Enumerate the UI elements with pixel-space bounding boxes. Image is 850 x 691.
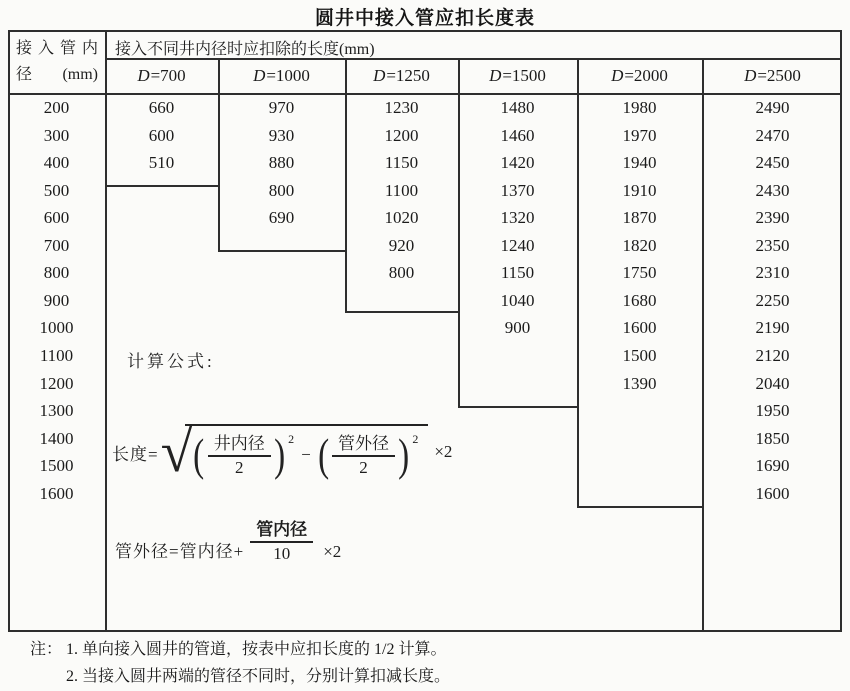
radical-sign-icon: √: [160, 419, 193, 484]
length-formula: [112, 419, 453, 484]
deduction-value-cell: 800: [268, 180, 295, 200]
diameter-value: =1500: [502, 66, 546, 85]
deduction-value-cell: 1480: [500, 98, 535, 117]
pipe-diameter-cell: 1600: [39, 483, 74, 503]
diameter-value: =700: [150, 66, 186, 85]
table-grid-line: [105, 58, 842, 60]
deduction-value-cell: 1950: [755, 401, 790, 421]
deduction-value-cell: 1390: [622, 373, 657, 393]
table-grid-line: [8, 30, 10, 632]
column-header: [137, 61, 185, 90]
pipe-diameter-cell: 1400: [39, 428, 74, 448]
deduction-value-cell: 1500: [622, 346, 657, 365]
deduction-value-cell: 800: [388, 263, 415, 283]
deduction-value-cell: 1850: [755, 428, 790, 448]
outer-diameter-formula: [115, 520, 341, 563]
table-grid-line: [105, 30, 107, 632]
od-formula-lhs: 管外径=管内径+: [115, 542, 245, 561]
note-line-1: [30, 636, 450, 663]
deduction-value-cell: 1980: [622, 98, 657, 117]
deduction-value-cell: 1600: [622, 318, 657, 338]
span-header-deduction-length: 接入不同井内径时应扣除的长度(mm): [115, 41, 375, 58]
row-header-pipe-diameter: [16, 36, 98, 88]
diameter-symbol: D: [373, 66, 386, 85]
table-grid-line: [840, 30, 842, 632]
open-paren: (: [193, 429, 205, 480]
pipe-diameter-cell: 500: [43, 180, 70, 200]
deduction-value-cell: 1040: [500, 290, 535, 310]
table-grid-line: [8, 630, 842, 632]
deduction-value-cell: 2450: [755, 153, 790, 173]
deduction-value-cell: 1870: [622, 208, 657, 228]
deduction-value-cell: 1420: [500, 153, 535, 173]
pipe-diameter-cell: 1000: [39, 318, 74, 338]
table-grid-line: [345, 311, 460, 313]
deduction-value-cell: 1370: [500, 180, 535, 200]
deduction-value-cell: 690: [268, 208, 295, 228]
minus-sign: −: [301, 445, 311, 464]
note-text-2: 2. 当接入圆井两端的管径不同时，分别计算扣减长度。: [66, 668, 451, 685]
deduction-value-cell: 880: [268, 153, 295, 173]
deduction-value-cell: 1970: [622, 125, 657, 145]
pipe-diameter-cell: 700: [43, 235, 70, 255]
deduction-value-cell: 900: [504, 318, 531, 338]
notes-label: 注：: [30, 641, 63, 658]
deduction-value-cell: 1150: [500, 263, 535, 283]
deduction-value-cell: 1940: [622, 153, 657, 173]
diameter-value: =1250: [386, 66, 430, 85]
deduction-value-cell: 1200: [384, 125, 419, 145]
deduction-value-cell: 2470: [755, 125, 790, 145]
deduction-value-cell: 1460: [500, 125, 535, 145]
pipe-diameter-cell: 800: [43, 263, 70, 283]
table-grid-line: [218, 250, 347, 252]
diameter-symbol: D: [253, 66, 266, 85]
column-header: [373, 61, 430, 90]
table-grid-line: [8, 30, 842, 32]
diameter-value: =2000: [624, 66, 668, 85]
pipe-diameter-cell: 1100: [39, 346, 74, 365]
table-grid-line: [458, 406, 579, 408]
diameter-value: =1000: [266, 66, 310, 85]
pipe-diameter-cell: 1200: [39, 373, 74, 393]
table-grid-line: [105, 185, 220, 187]
deduction-value-cell: 930: [268, 125, 295, 145]
deduction-value-cell: 2040: [755, 373, 790, 393]
deduction-value-cell: 2390: [755, 208, 790, 228]
deduction-value-cell: 2250: [755, 290, 790, 310]
fraction-numerator: 管内径: [250, 520, 313, 543]
times-two: ×2: [323, 542, 342, 561]
fraction-denominator: 2: [235, 457, 244, 477]
deduction-value-cell: 1680: [622, 290, 657, 310]
deduction-value-cell: 660: [148, 98, 175, 117]
fraction-numerator: 管外径: [332, 434, 395, 457]
deduction-value-cell: 1910: [622, 180, 657, 200]
radical-expression: [160, 419, 429, 484]
close-paren: ): [398, 429, 410, 480]
length-formula-lhs: 长度=: [112, 444, 159, 464]
radical-body: [185, 424, 428, 480]
diameter-symbol: D: [611, 66, 624, 85]
deduction-value-cell: 1820: [622, 235, 657, 255]
deduction-value-cell: 920: [388, 235, 415, 255]
table-grid-line: [577, 506, 704, 508]
deduction-value-cell: 2490: [755, 98, 790, 117]
column-header: [489, 61, 546, 90]
table-grid-line: [458, 58, 460, 407]
deduction-value-cell: 1230: [384, 98, 419, 117]
open-paren: (: [317, 429, 329, 480]
deduction-value-cell: 1690: [755, 456, 790, 476]
close-paren: ): [273, 429, 285, 480]
fraction-denominator: 10: [273, 544, 291, 563]
fraction-pipe-inner-over-ten: [250, 520, 313, 563]
times-two: ×2: [434, 442, 453, 461]
pipe-diameter-cell: 1300: [39, 401, 74, 421]
deduction-value-cell: 1320: [500, 208, 535, 228]
note-line-2: [30, 663, 450, 690]
deduction-value-cell: 1020: [384, 208, 419, 228]
pipe-diameter-cell: 300: [43, 125, 70, 145]
table-grid-line: [345, 58, 347, 312]
column-header: [611, 61, 668, 90]
note-text-1: 1. 单向接入圆井的管道，按表中应扣长度的 1/2 计算。: [66, 641, 447, 658]
deduction-value-cell: 1750: [622, 263, 657, 283]
formula-heading: 计算公式:: [127, 352, 215, 371]
deduction-value-cell: 2190: [755, 318, 790, 338]
row-header-line1: 接入管内: [16, 40, 98, 57]
deduction-value-cell: 2310: [755, 263, 790, 283]
deduction-value-cell: 1600: [755, 483, 790, 503]
fraction-numerator: 井内径: [208, 434, 271, 457]
diameter-symbol: D: [137, 66, 150, 85]
fraction-well-diameter: [208, 434, 271, 477]
deduction-value-cell: 510: [148, 153, 175, 173]
table-grid-line: [218, 58, 220, 251]
table-grid-line: [577, 58, 579, 507]
pipe-diameter-cell: 600: [43, 208, 70, 228]
table-grid-line: [702, 58, 704, 632]
pipe-diameter-cell: 900: [43, 290, 70, 310]
page-title: 圆井中接入管应扣长度表: [314, 8, 535, 29]
column-header: [744, 61, 801, 90]
deduction-value-cell: 2430: [755, 180, 790, 200]
table-grid-line: [8, 93, 842, 95]
diameter-symbol: D: [489, 66, 502, 85]
deduction-value-cell: 1150: [384, 153, 419, 173]
deduction-value-cell: 600: [148, 125, 175, 145]
row-header-line2: 径 (mm): [16, 66, 98, 83]
exponent: 2: [412, 432, 419, 446]
diameter-symbol: D: [744, 66, 757, 85]
deduction-value-cell: 970: [268, 98, 295, 117]
pipe-diameter-cell: 400: [43, 153, 70, 173]
pipe-diameter-cell: 200: [43, 98, 70, 117]
diameter-value: =2500: [757, 66, 801, 85]
deduction-value-cell: 2350: [755, 235, 790, 255]
deduction-value-cell: 2120: [755, 346, 790, 365]
notes-block: [30, 636, 450, 690]
fraction-denominator: 2: [359, 457, 368, 477]
column-header: [253, 61, 310, 90]
deduction-value-cell: 1240: [500, 235, 535, 255]
exponent: 2: [288, 432, 295, 446]
deduction-value-cell: 1100: [384, 180, 419, 200]
pipe-diameter-cell: 1500: [39, 456, 74, 476]
fraction-pipe-outer-diameter: [332, 434, 395, 477]
